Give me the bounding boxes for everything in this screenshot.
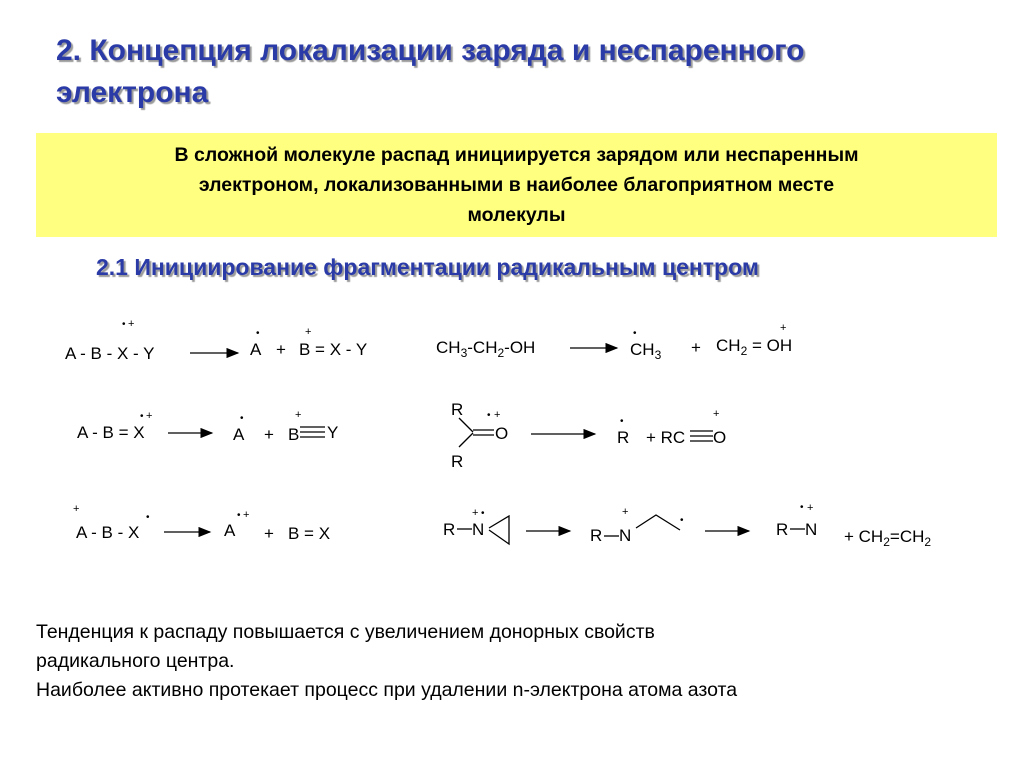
r4-charge: +	[494, 409, 501, 421]
r3-product1-radical: •	[240, 413, 244, 424]
r6-n3-radical: •	[800, 502, 804, 513]
r3-b-charge: +	[295, 409, 302, 421]
r6-n1-radical: •	[481, 508, 485, 519]
r3-y: Y	[327, 423, 339, 442]
reaction-5	[73, 503, 330, 543]
r1-reactant: A - B - X - Y	[65, 344, 155, 363]
conclusion-line-1: Тенденция к распаду повышается с увеличением донорных свойств	[36, 621, 655, 643]
r3-reactant: A - B = X	[77, 423, 145, 442]
r4-bonds	[459, 418, 494, 447]
r6-n1-charge: +	[472, 507, 479, 519]
title-line-1: 2. Концепция локализации заряда и неспаренного	[56, 34, 805, 67]
r2-plus: +	[691, 338, 701, 357]
r6-r1: R	[443, 520, 456, 539]
r6-r3: R	[776, 520, 789, 539]
r4-o2: O	[713, 428, 727, 447]
r5-plus: +	[264, 524, 274, 543]
r3-product1: A	[233, 425, 245, 444]
r6-r2: R	[590, 526, 603, 545]
conclusion-text	[36, 618, 996, 705]
r1-radical: •	[122, 319, 126, 330]
r1-charge: +	[128, 318, 135, 330]
r6-n2: N	[619, 526, 632, 545]
r4-r-top: R	[451, 400, 464, 419]
r6-n3-charge: +	[807, 502, 814, 514]
conclusion-line-2: радикального центра.	[36, 650, 235, 672]
section-subtitle: 2.1 Инициирование фрагментации радикальным центром	[96, 254, 759, 280]
r4-r-bottom: R	[451, 452, 464, 471]
conclusion-line-3: Наиболее активно протекает процесс при удалении n-электрона атома азота	[36, 679, 738, 701]
slide-title	[56, 30, 956, 114]
r6-aziridine-ring	[489, 516, 509, 544]
r4-plus-rc: + RC	[646, 428, 686, 447]
title-line-2: электрона	[56, 76, 209, 109]
r1-plus: +	[276, 340, 286, 359]
box-line-3: молекулы	[467, 204, 566, 226]
r6-n2-charge: +	[622, 506, 629, 518]
r5-radical: •	[146, 512, 150, 523]
r5-product1-charge: +	[243, 509, 250, 521]
r4-product-radical: •	[620, 416, 624, 427]
r5-charge: +	[73, 503, 80, 515]
r6-chain-radical: •	[680, 515, 684, 526]
r6-chain	[636, 515, 680, 530]
reaction-scheme	[0, 300, 1024, 600]
r5-product1: A	[224, 521, 236, 540]
r4-triple-bond	[690, 431, 713, 441]
reaction-6	[443, 502, 931, 549]
r2-product2-charge: +	[780, 322, 787, 334]
reaction-2	[436, 322, 792, 362]
r2-reactant: $CH_3-CH_2-OH$	[436, 338, 536, 360]
r2-product1: $CH_3$	[630, 340, 662, 362]
r2-product1-radical: •	[633, 328, 637, 339]
r4-radical: •	[487, 410, 491, 421]
r3-radical: •	[140, 411, 144, 422]
reaction-4	[451, 400, 726, 471]
r4-o: O	[495, 424, 509, 443]
reaction-1	[65, 318, 367, 363]
r6-n1: N	[472, 520, 485, 539]
r5-product1-radical: •	[237, 510, 241, 521]
r3-b: B	[288, 425, 300, 444]
reaction-3	[77, 409, 338, 444]
r5-product2: B = X	[288, 524, 331, 543]
r1-product2: B = X - Y	[299, 340, 368, 359]
box-line-2: электроном, локализованными в наиболее благоприятном месте	[198, 174, 835, 196]
r6-n3: N	[805, 520, 818, 539]
r3-triple-bond	[300, 427, 325, 437]
r4-product-r: R	[617, 428, 630, 447]
r3-charge: +	[146, 410, 153, 422]
r5-reactant: A - B - X	[76, 523, 140, 542]
r1-product1: A	[250, 340, 262, 359]
r4-o2-charge: +	[713, 408, 720, 420]
r2-product2: $CH_2$ = OH	[716, 336, 793, 358]
r3-plus: +	[264, 425, 274, 444]
r6-ethylene: + $CH_2=CH_2$	[844, 527, 932, 549]
r1-product1-radical: •	[256, 328, 260, 339]
highlight-box	[36, 133, 997, 237]
box-line-1: В сложной молекуле распад инициируется зарядом или неспаренным	[174, 144, 859, 166]
r1-product2-charge: +	[305, 326, 312, 338]
